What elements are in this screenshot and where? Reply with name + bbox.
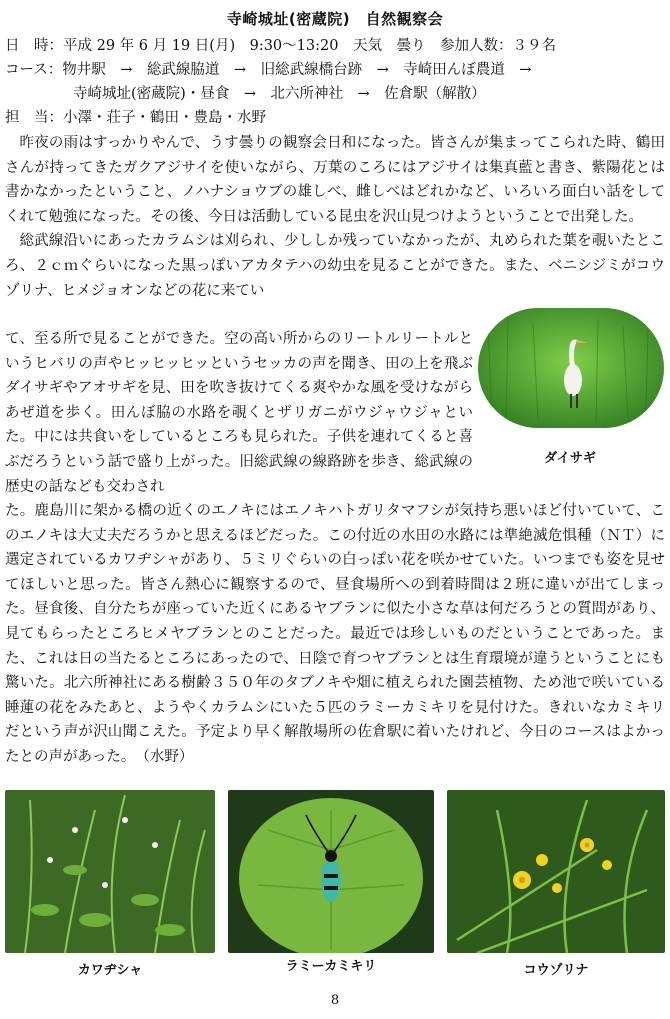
ramie-beetle-caption: ラミーカミキリ	[285, 959, 377, 974]
page-title: 寺崎城址(密蔵院) 自然観察会	[226, 10, 444, 28]
paragraph: 昨夜の雨はすっかりやんで、うす曇りの観察会日和になった。皆さんが集まってこられた時、鶴田さんが持ってきたガクアジサイを使いながら、万葉のころにはアジサイは集真藍と書き、紫陽花とは書かなかったということ、ノハナショウブの雄しべ、雌しべはどれかなど、いろいろ面白い話をしてくれて勉強になった。その後、今日は活動している昆虫を沢山見つけようということで出発した。	[5, 135, 665, 225]
kawajisha-photo	[5, 790, 215, 953]
paragraph-continued: て、至る所で見ることができた。空の高い所からのリートルリートルというヒバリの声やヒッヒッヒッというセッカの声を聞き、田の上を飛ぶダイサギやアオサギを見、田を吹き抜けてくる爽やかな風を受けながらあぜ道を歩く。田んぼ脇の水路を覗くとザリガニがウジャウジャといた。中には共食いをしているところも見られた。子供を連れてくると喜ぶだろうという話で盛り上がった。旧総武線の線路跡を歩き、総武線の歴史の話なども交わされ	[5, 331, 473, 495]
kouzorina-photo	[447, 790, 665, 953]
date-line: 日 時：平成 29 年 6 月 19 日(月) 9:30～13:20 天気 曇り 参加人数：３９名	[5, 38, 556, 54]
article-body-wrap	[5, 327, 473, 499]
kouzorina-caption: コウゾリナ	[523, 963, 589, 978]
paragraph: 総武線沿いにあったカラムシは刈られ、少ししか残っていなかったが、丸められた葉を覗いたところ、２ｃｍぐらいになった黒っぽいアカタテハの幼虫を見ることができた。また、ベニシジミがコウゾリナ、ヒメジョオンなどの花に来てい	[5, 233, 665, 299]
ramie-beetle-photo	[228, 790, 434, 953]
staff-line: 担 当：小澤・荘子・鶴田・豊島・水野	[5, 110, 266, 126]
heron-photo	[478, 308, 664, 428]
course-line-continued: 寺崎城址(密蔵院)・昼食 → 北六所神社 → 佐倉駅（解散）	[73, 86, 486, 102]
course-line: コース：物井駅 → 総武線脇道 → 旧総武線橋台跡 → 寺崎田んぼ農道 →	[5, 62, 532, 78]
article-body-rest	[5, 499, 665, 770]
paragraph-continued: た。鹿島川に架かる橋の近くのエノキにはエノキハトガリタマフシが気持ち悪いほど付いていて、このエノキは大丈夫だろうかと思えるほどだった。この付近の水田の水路には準絶滅危惧種（ＮＴ）に選定されているカワヂシャがあり、５ミリぐらいの白っぽい花を咲かせていた。いつまでも姿を見せてほしいと思った。皆さん熱心に観察するので、昼食場所への到着時間は２班に違いが出てしまった。昼食後、自分たちが座っていた近くにあるヤブランに似た小さな草は何だろうとの質問があり、見てもらったところヒメヤブランとのことだった。最近では珍しいものだということであった。また、これは日の当たるところにあったので、日陰で育つヤブランとは生育環境が違うということにも驚いた。北六所神社にある樹齢３５０年のタブノキや畑に植えられた園芸植物、ため池で咲いている睡蓮の花をみたあと、ようやくカラムシにいた５匹のラミーカミキリを見付けた。きれいなカミキリだという声が沢山聞こえた。予定より早く解散場所の佐倉駅に着いたけれど、今日のコースはよかったとの声があった。 （水野）	[5, 503, 665, 765]
kawajisha-caption: カワヂシャ	[77, 963, 143, 978]
article-body-top	[5, 131, 665, 303]
heron-caption: ダイサギ	[544, 451, 596, 466]
page-number: 8	[330, 993, 340, 1008]
